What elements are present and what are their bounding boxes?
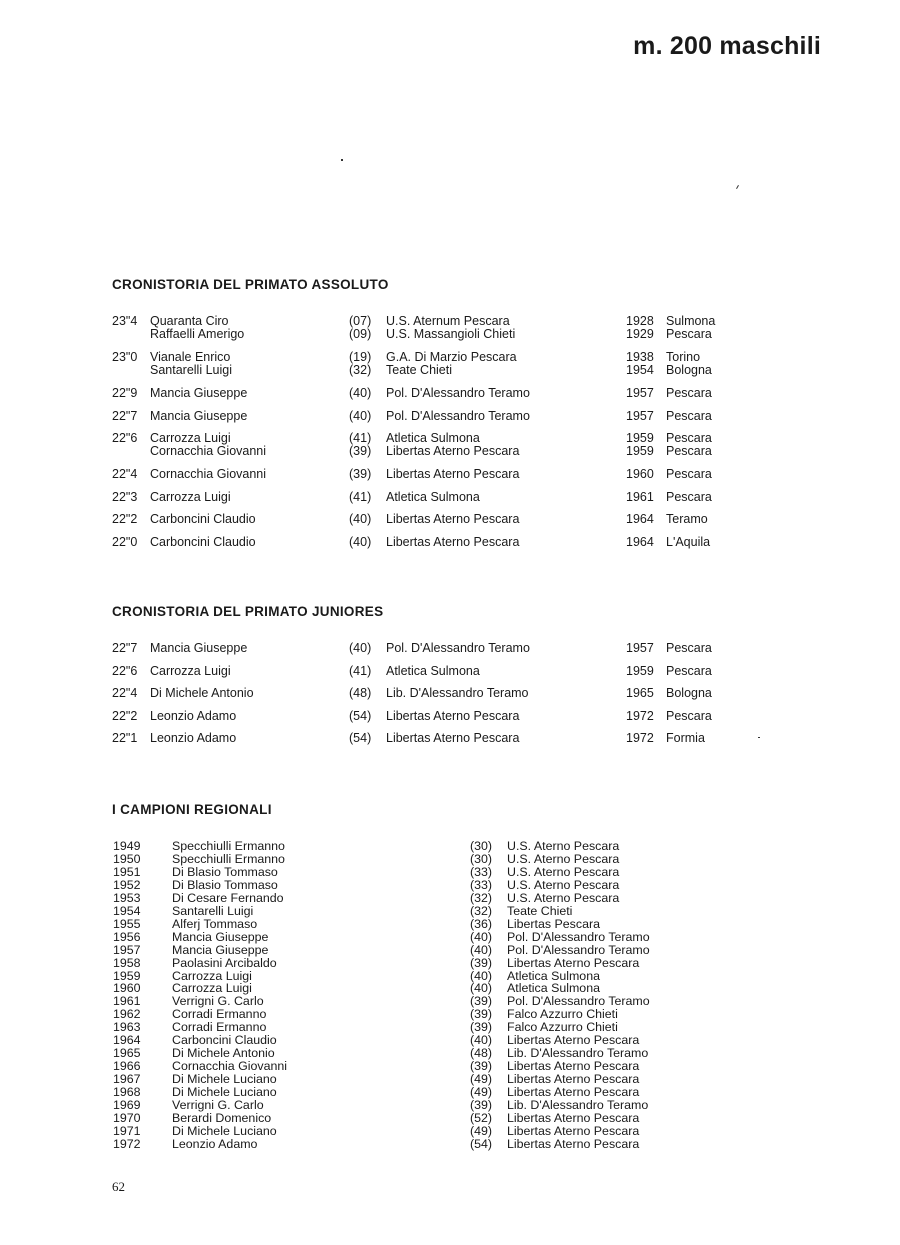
record-club: Pol. D'Alessandro Teramo <box>386 386 530 400</box>
champion-year: 1960 <box>113 981 141 996</box>
record-birth: (41) <box>349 431 372 445</box>
champion-club: Atletica Sulmona <box>507 981 600 996</box>
champion-athlete: Verrigni G. Carlo <box>172 994 264 1009</box>
record-year: 1957 <box>626 408 654 423</box>
champion-row <box>0 853 900 866</box>
champion-birth: (52) <box>470 1110 493 1125</box>
champion-club: Falco Azzurro Chieti <box>507 1020 618 1035</box>
champion-athlete: Carrozza Luigi <box>172 981 252 996</box>
record-year: 1957 <box>626 641 654 655</box>
champion-year: 1950 <box>113 851 141 866</box>
champion-athlete: Di Michele Luciano <box>172 1072 277 1087</box>
record-year: 1959 <box>626 444 654 458</box>
record-year: 1928 <box>626 314 654 328</box>
champion-year: 1954 <box>113 903 141 918</box>
champion-year: 1951 <box>113 864 141 879</box>
champion-year: 1966 <box>113 1059 141 1074</box>
record-club: Libertas Aterno Pescara <box>386 512 520 526</box>
record-time: 22"1 <box>112 731 138 745</box>
champion-year: 1952 <box>113 877 141 892</box>
champion-year: 1971 <box>113 1123 141 1138</box>
champion-athlete: Corradi Ermanno <box>172 1020 267 1035</box>
champion-club: Pol. D'Alessandro Teramo <box>507 942 650 957</box>
champion-club: Libertas Aterno Pescara <box>507 1123 640 1138</box>
champion-athlete: Di Cesare Fernando <box>172 890 284 905</box>
champion-year: 1964 <box>113 1033 141 1048</box>
champion-year: 1968 <box>113 1085 141 1100</box>
record-birth: (40) <box>349 641 372 655</box>
record-athlete: Carrozza Luigi <box>150 489 231 504</box>
champion-birth: (39) <box>470 1007 493 1022</box>
record-athlete: Mancia Giuseppe <box>150 386 248 400</box>
champion-year: 1955 <box>113 916 141 931</box>
champion-club: Libertas Aterno Pescara <box>507 955 640 970</box>
champion-athlete: Berardi Domenico <box>172 1110 272 1125</box>
record-year: 1959 <box>626 663 654 678</box>
champion-athlete: Mancia Giuseppe <box>172 929 269 944</box>
record-year: 1961 <box>626 489 654 504</box>
champion-birth: (39) <box>470 955 493 970</box>
scan-speck <box>341 159 343 161</box>
champion-year: 1958 <box>113 955 141 970</box>
champion-club: Libertas Aterno Pescara <box>507 1085 640 1100</box>
record-club: Libertas Aterno Pescara <box>386 534 520 549</box>
record-year: 1929 <box>626 327 654 341</box>
champion-athlete: Leonzio Adamo <box>172 1136 258 1151</box>
champion-athlete: Verrigni G. Carlo <box>172 1098 264 1112</box>
record-time: 22"6 <box>112 663 138 678</box>
section-heading-assoluto: CRONISTORIA DEL PRIMATO ASSOLUTO <box>112 277 389 292</box>
champion-athlete: Paolasini Arcibaldo <box>172 955 277 970</box>
champion-club: U.S. Aterno Pescara <box>507 851 620 866</box>
record-time: 22"6 <box>112 431 138 445</box>
champion-year: 1962 <box>113 1007 141 1022</box>
champion-birth: (30) <box>470 851 493 866</box>
page-title: m. 200 maschili <box>633 32 821 60</box>
record-place: Pescara <box>666 327 712 341</box>
record-club: G.A. Di Marzio Pescara <box>386 350 517 364</box>
champion-club: U.S. Aterno Pescara <box>507 839 620 853</box>
champion-row <box>0 1125 900 1138</box>
champion-birth: (39) <box>470 1059 493 1074</box>
record-birth: (48) <box>349 686 372 700</box>
record-birth: (54) <box>349 708 372 723</box>
champion-birth: (49) <box>470 1085 493 1100</box>
scan-speck <box>736 185 739 189</box>
champion-row <box>0 1112 900 1125</box>
record-club: Lib. D'Alessandro Teramo <box>386 686 529 700</box>
champion-club: Libertas Aterno Pescara <box>507 1072 640 1087</box>
champion-club: Pol. D'Alessandro Teramo <box>507 994 650 1009</box>
record-athlete: Leonzio Adamo <box>150 708 237 723</box>
record-club: Atletica Sulmona <box>386 663 480 678</box>
record-place: Pescara <box>666 431 712 445</box>
section-heading-campioni: I CAMPIONI REGIONALI <box>112 802 272 817</box>
champion-birth: (40) <box>470 1033 493 1048</box>
record-club: Pol. D'Alessandro Teramo <box>386 641 530 655</box>
champion-club: Libertas Aterno Pescara <box>507 1059 640 1074</box>
champion-club: Lib. D'Alessandro Teramo <box>507 1098 649 1112</box>
champion-row <box>0 866 900 879</box>
champion-row <box>0 918 900 931</box>
champion-row <box>0 1138 900 1151</box>
page-number: 62 <box>112 1179 125 1194</box>
champion-year: 1961 <box>113 994 141 1009</box>
champion-row <box>0 892 900 905</box>
champion-athlete: Carboncini Claudio <box>172 1033 277 1048</box>
record-athlete: Carrozza Luigi <box>150 431 231 445</box>
record-time: 22"4 <box>112 686 138 700</box>
record-club: U.S. Massangioli Chieti <box>386 327 516 341</box>
record-athlete: Cornacchia Giovanni <box>150 444 267 458</box>
record-athlete: Quaranta Ciro <box>150 314 229 328</box>
record-birth: (40) <box>349 386 372 400</box>
champion-athlete: Di Michele Luciano <box>172 1123 277 1138</box>
champion-year: 1972 <box>113 1136 141 1151</box>
record-place: Pescara <box>666 444 712 458</box>
record-time: 22"3 <box>112 489 138 504</box>
champion-club: Libertas Pescara <box>507 916 600 931</box>
champion-year: 1970 <box>113 1110 141 1125</box>
record-club: Libertas Aterno Pescara <box>386 444 520 458</box>
record-athlete: Vianale Enrico <box>150 350 231 364</box>
record-athlete: Leonzio Adamo <box>150 731 237 745</box>
champion-athlete: Di Michele Luciano <box>172 1085 277 1100</box>
champion-athlete: Mancia Giuseppe <box>172 942 269 957</box>
record-place: L'Aquila <box>666 534 711 549</box>
champion-row <box>0 957 900 970</box>
record-place: Bologna <box>666 686 712 700</box>
champion-club: U.S. Aterno Pescara <box>507 890 620 905</box>
champion-birth: (30) <box>470 839 493 853</box>
record-birth: (41) <box>349 489 372 504</box>
record-club: Teate Chieti <box>386 363 453 377</box>
champion-athlete: Di Blasio Tommaso <box>172 864 278 879</box>
record-year: 1965 <box>626 686 654 700</box>
champion-birth: (54) <box>470 1136 493 1151</box>
scan-speck <box>758 737 760 738</box>
record-place: Bologna <box>666 363 712 377</box>
champion-birth: (40) <box>470 968 493 983</box>
record-year: 1959 <box>626 431 654 445</box>
champion-athlete: Carrozza Luigi <box>172 968 252 983</box>
record-club: Libertas Aterno Pescara <box>386 467 520 481</box>
record-place: Sulmona <box>666 314 716 328</box>
record-year: 1972 <box>626 708 654 723</box>
champion-athlete: Specchiulli Ermanno <box>172 851 285 866</box>
record-birth: (40) <box>349 534 372 549</box>
record-club: Libertas Aterno Pescara <box>386 708 520 723</box>
record-athlete: Carboncini Claudio <box>150 534 256 549</box>
champion-birth: (32) <box>470 903 493 918</box>
champion-year: 1956 <box>113 929 141 944</box>
record-place: Pescara <box>666 708 712 723</box>
record-time: 22"4 <box>112 467 138 481</box>
champion-year: 1969 <box>113 1098 141 1112</box>
record-athlete: Cornacchia Giovanni <box>150 467 267 481</box>
champion-athlete: Alferj Tommaso <box>172 916 258 931</box>
champion-birth: (40) <box>470 942 493 957</box>
record-club: U.S. Aternum Pescara <box>386 314 510 328</box>
champion-birth: (39) <box>470 1098 493 1112</box>
record-birth: (07) <box>349 314 372 328</box>
record-year: 1964 <box>626 534 654 549</box>
champion-athlete: Specchiulli Ermanno <box>172 839 285 853</box>
champion-club: Libertas Aterno Pescara <box>507 1110 640 1125</box>
champion-athlete: Cornacchia Giovanni <box>172 1059 288 1074</box>
champion-row <box>0 931 900 944</box>
record-birth: (39) <box>349 444 372 458</box>
champion-birth: (49) <box>470 1072 493 1087</box>
champion-club: Atletica Sulmona <box>507 968 600 983</box>
champion-birth: (32) <box>470 890 493 905</box>
champion-row <box>0 944 900 957</box>
champion-year: 1949 <box>113 839 141 853</box>
champion-athlete: Santarelli Luigi <box>172 903 254 918</box>
record-birth: (41) <box>349 663 372 678</box>
champion-year: 1965 <box>113 1046 141 1061</box>
record-place: Pescara <box>666 467 712 481</box>
record-time: 22"7 <box>112 408 138 423</box>
record-athlete: Raffaelli Amerigo <box>150 327 245 341</box>
champion-birth: (33) <box>470 877 493 892</box>
record-athlete: Di Michele Antonio <box>150 686 254 700</box>
champion-birth: (39) <box>470 1020 493 1035</box>
champion-birth: (39) <box>470 994 493 1009</box>
record-place: Pescara <box>666 641 712 655</box>
champion-club: Libertas Aterno Pescara <box>507 1136 640 1151</box>
record-club: Atletica Sulmona <box>386 431 480 445</box>
champion-year: 1957 <box>113 942 141 957</box>
record-club: Pol. D'Alessandro Teramo <box>386 408 530 423</box>
record-place: Pescara <box>666 386 712 400</box>
champion-birth: (40) <box>470 981 493 996</box>
record-time: 23"0 <box>112 350 138 364</box>
record-birth: (39) <box>349 467 372 481</box>
record-birth: (54) <box>349 731 372 745</box>
record-year: 1964 <box>626 512 654 526</box>
record-birth: (19) <box>349 350 372 364</box>
record-year: 1954 <box>626 363 654 377</box>
record-year: 1960 <box>626 467 654 481</box>
record-place: Formia <box>666 731 705 745</box>
record-place: Pescara <box>666 489 712 504</box>
record-time: 23"4 <box>112 314 138 328</box>
record-time: 22"2 <box>112 512 138 526</box>
champion-year: 1967 <box>113 1072 141 1087</box>
champion-club: U.S. Aterno Pescara <box>507 877 620 892</box>
champion-athlete: Di Michele Antonio <box>172 1046 275 1061</box>
champion-athlete: Corradi Ermanno <box>172 1007 267 1022</box>
champion-club: Falco Azzurro Chieti <box>507 1007 618 1022</box>
champion-club: Lib. D'Alessandro Teramo <box>507 1046 649 1061</box>
record-athlete: Mancia Giuseppe <box>150 641 248 655</box>
champion-year: 1953 <box>113 890 141 905</box>
record-year: 1957 <box>626 386 654 400</box>
record-place: Teramo <box>666 512 708 526</box>
record-place: Torino <box>666 350 701 364</box>
champion-row <box>0 879 900 892</box>
record-year: 1972 <box>626 731 654 745</box>
record-athlete: Carboncini Claudio <box>150 512 256 526</box>
record-birth: (09) <box>349 327 372 341</box>
record-time: 22"2 <box>112 708 138 723</box>
champion-year: 1963 <box>113 1020 141 1035</box>
record-time: 22"7 <box>112 641 138 655</box>
record-athlete: Carrozza Luigi <box>150 663 231 678</box>
record-year: 1938 <box>626 350 654 364</box>
champion-club: Pol. D'Alessandro Teramo <box>507 929 650 944</box>
record-place: Pescara <box>666 663 712 678</box>
record-birth: (32) <box>349 363 372 377</box>
champion-birth: (49) <box>470 1123 493 1138</box>
record-time: 22"9 <box>112 386 138 400</box>
champion-birth: (48) <box>470 1046 493 1061</box>
record-club: Atletica Sulmona <box>386 489 480 504</box>
section-heading-juniores: CRONISTORIA DEL PRIMATO JUNIORES <box>112 604 384 619</box>
champion-year: 1959 <box>113 968 141 983</box>
record-athlete: Mancia Giuseppe <box>150 408 248 423</box>
record-birth: (40) <box>349 408 372 423</box>
champion-birth: (33) <box>470 864 493 879</box>
record-place: Pescara <box>666 408 712 423</box>
record-birth: (40) <box>349 512 372 526</box>
champion-club: U.S. Aterno Pescara <box>507 864 620 879</box>
record-time: 22"0 <box>112 534 138 549</box>
champion-birth: (40) <box>470 929 493 944</box>
champion-club: Libertas Aterno Pescara <box>507 1033 640 1048</box>
champion-row <box>0 905 900 918</box>
record-athlete: Santarelli Luigi <box>150 363 232 377</box>
champion-birth: (36) <box>470 916 493 931</box>
champion-athlete: Di Blasio Tommaso <box>172 877 278 892</box>
champion-club: Teate Chieti <box>507 903 573 918</box>
record-club: Libertas Aterno Pescara <box>386 731 520 745</box>
